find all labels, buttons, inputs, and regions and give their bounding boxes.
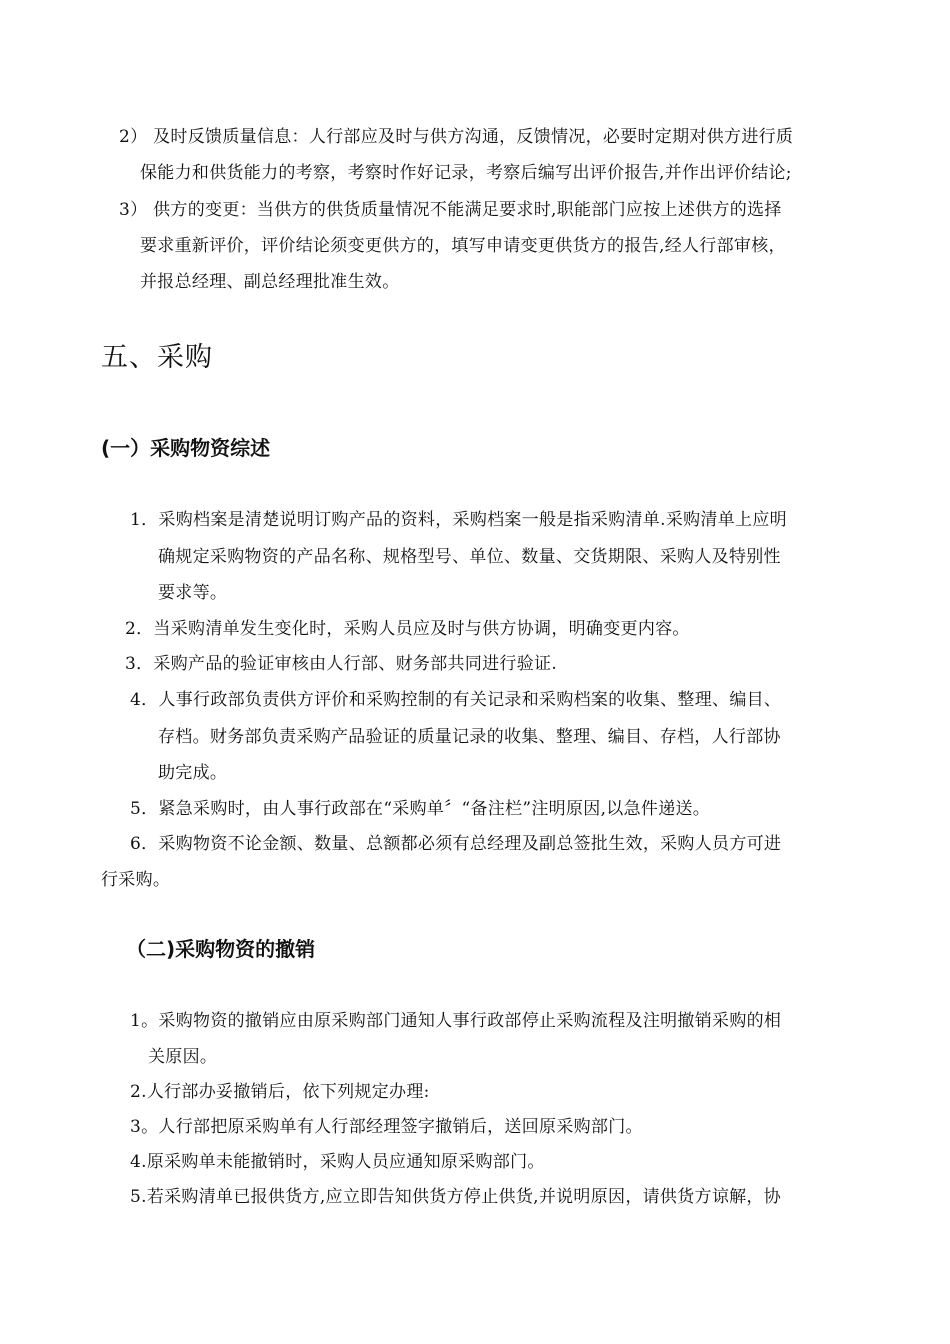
list-item-line: 行采购。 bbox=[101, 870, 171, 890]
subsection-heading: (一）采购物资综述 bbox=[101, 436, 271, 460]
list-item-line: 2．当采购清单发生变化时，采购人员应及时与供方协调，明确变更内容。 bbox=[125, 619, 690, 639]
list-item-line: 2.人行部办妥撤销后，依下列规定办理: bbox=[130, 1082, 430, 1102]
list-item-line: 3） 供方的变更：当供方的供货质量情况不能满足要求时,职能部门应按上述供方的选择 bbox=[119, 200, 782, 220]
list-item-line: 确规定采购物资的产品名称、规格型号、单位、数量、交货期限、采购人及特别性 bbox=[158, 547, 781, 567]
list-item-line: 4．人事行政部负责供方评价和采购控制的有关记录和采购档案的收集、整理、编目、 bbox=[130, 690, 782, 710]
list-item-line: 1。采购物资的撤销应由原采购部门通知人事行政部停止采购流程及注明撤销采购的相 bbox=[130, 1011, 782, 1031]
list-item-line: 5．紧急采购时，由人事行政部在“采购单〞“备注栏”注明原因,以急件递送。 bbox=[130, 799, 711, 819]
list-item-line: 助完成。 bbox=[158, 763, 228, 783]
list-item-line: 要求重新评价，评价结论须变更供方的，填写申请变更供货方的报告,经人行部审核， bbox=[140, 236, 786, 256]
list-item-line: 并报总经理、副总经理批准生效。 bbox=[140, 272, 400, 292]
list-item-line: 关原因。 bbox=[148, 1047, 218, 1067]
list-item-line: 2） 及时反馈质量信息：人行部应及时与供方沟通，反馈情况，必要时定期对供方进行质 bbox=[119, 127, 794, 147]
list-item-line: 5.若采购清单已报供货方,应立即告知供货方停止供货,并说明原因，请供货方谅解，协 bbox=[130, 1187, 782, 1207]
list-item-line: 保能力和供货能力的考察，考察时作好记录，考察后编写出评价报告,并作出评价结论; bbox=[140, 163, 792, 183]
section-heading: 五、采购 bbox=[101, 342, 213, 373]
list-item-line: 3．采购产品的验证审核由人行部、财务部共同进行验证. bbox=[125, 654, 558, 674]
list-item-line: 1．采购档案是清楚说明订购产品的资料，采购档案一般是指采购清单.采购清单上应明 bbox=[130, 510, 787, 530]
list-item-line: 要求等。 bbox=[158, 583, 228, 603]
list-item-line: 3。人行部把原采购单有人行部经理签字撤销后，送回原采购部门。 bbox=[130, 1117, 643, 1137]
subsection-heading: （二)采购物资的撤销 bbox=[126, 937, 316, 961]
list-item-line: 6．采购物资不论金额、数量、总额都必须有总经理及副总签批生效，采购人员方可进 bbox=[130, 834, 782, 854]
list-item-line: 存档。财务部负责采购产品验证的质量记录的收集、整理、编目、存档，人行部协 bbox=[158, 727, 781, 747]
list-item-line: 4.原采购单未能撤销时，采购人员应通知原采购部门。 bbox=[130, 1152, 545, 1172]
